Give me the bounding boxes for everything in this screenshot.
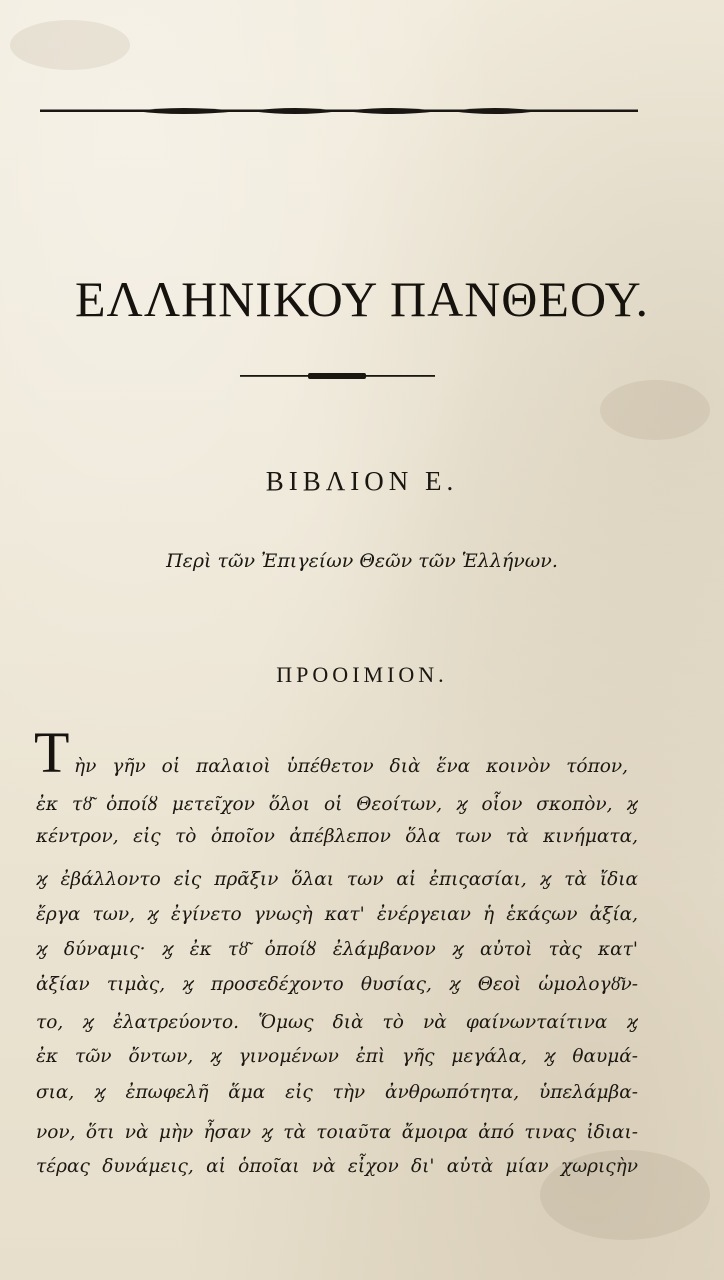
text-line: ἔργα των, ϗ ἐγίνετο γνωςὴ κατ' ἐνέργειαν ἡ ἑκάςων ἀξία, [36, 904, 638, 925]
top-ornamental-rule [40, 104, 638, 118]
text-line: νον, ὅτι νὰ μὴν ἦσαν ϗ τὰ τοιαῦτα ἄμοιρα ἀπό τινας ἰδιαι- [36, 1122, 638, 1143]
text-line: το, ϗ ἐλατρεύοντο. Ὅμως διὰ τὸ νὰ φαίνωνταίτινα ϗ [36, 1012, 638, 1033]
drop-cap: Τ [34, 720, 70, 785]
text-line: ϗ δύναμις· ϗ ἐκ τȣ͂ ὁποίȣ ἐλάμβανον ϗ αὐτοὶ τὰς κατ' [36, 939, 638, 960]
text-line: ἐκ τȣ͂ ὁποίȣ μετεῖχον ὅλοι οἱ Θεοίτων, ϗ οἷον σκοπὸν, ϗ [36, 794, 638, 815]
text-line: κέντρον, εἰς τὸ ὁποῖον ἀπέβλεπον ὅλα των τὰ κινήματα, [36, 826, 638, 847]
subtitle: Περὶ τῶν Ἐπιγείων Θεῶν τῶν Ἑλλήνων. [166, 550, 558, 572]
title-ornamental-rule [240, 370, 435, 382]
text-line: ἀξίαν τιμὰς, ϗ προσεδέχοντο θυσίας, ϗ Θεοὶ ὡμολογȣ͂ν- [36, 974, 638, 995]
text-line: σια, ϗ ἐπωφελῆ ἅμα εἰς τὴν ἀνθρωπότητα, ὑπελάμβα- [36, 1082, 638, 1103]
page-title: ΕΛΛΗΝΙΚΟΥ ΠΑΝΘΕΟΥ. [75, 271, 649, 327]
paper-stain [10, 20, 130, 70]
text-line: ὴν γῆν οἱ παλαιοὶ ὑπέθετον διὰ ἕνα κοινὸν τόπον, [74, 756, 628, 777]
book-heading: ΒΙΒΛΙΟΝ Ε. [265, 466, 459, 496]
section-heading: ΠΡΟΟΙΜΙΟΝ. [276, 662, 448, 687]
text-line: ϗ ἐβάλλοντο εἰς πρᾶξιν ὅλαι των αἱ ἐπιςασίαι, ϗ τὰ ἴδια [36, 869, 638, 890]
text-line: τέρας δυνάμεις, αἱ ὁποῖαι νὰ εἶχον δι' αὐτὰ μίαν χωριςὴν [36, 1156, 638, 1177]
text-line: ἐκ τῶν ὄντων, ϗ γινομένων ἐπὶ γῆς μεγάλα, ϗ θαυμά- [36, 1046, 638, 1067]
paper-stain [600, 380, 710, 440]
